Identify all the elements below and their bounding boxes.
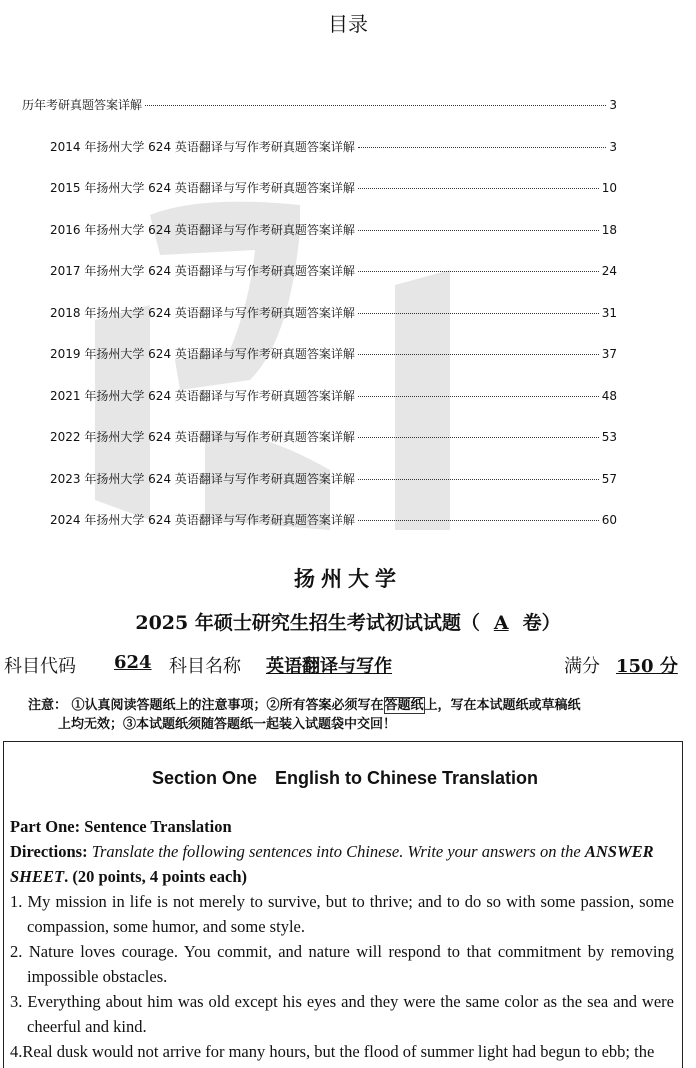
full-score: 150 分 bbox=[616, 656, 678, 677]
toc-entry-label: 2019 年扬州大学 624 英语翻译与写作考研真题答案详解 bbox=[50, 347, 355, 361]
toc-leader bbox=[358, 147, 606, 148]
toc-entry[interactable] bbox=[50, 345, 617, 362]
toc-leader bbox=[358, 479, 599, 480]
toc-entry-page: 10 bbox=[601, 181, 617, 195]
question-item: 4.Real dusk would not arrive for many hours, but the flood of summer light had begun to ebb; the bbox=[10, 1042, 655, 1061]
toc-leader bbox=[358, 188, 599, 189]
question-item: 2. Nature loves courage. You commit, and nature will respond to that commitment by removing impossible obstacles. bbox=[10, 942, 674, 986]
toc-entry-page: 60 bbox=[601, 513, 617, 527]
paper-version: A bbox=[493, 612, 509, 634]
toc-entry[interactable] bbox=[50, 304, 617, 321]
toc-entry-page: 53 bbox=[601, 430, 617, 444]
score-label: 满分 bbox=[564, 656, 600, 677]
toc-entry[interactable] bbox=[50, 138, 617, 155]
section-body bbox=[10, 814, 674, 1064]
toc-entry[interactable] bbox=[50, 470, 617, 487]
toc-entry[interactable] bbox=[50, 428, 617, 445]
toc-entry-label: 2022 年扬州大学 624 英语翻译与写作考研真题答案详解 bbox=[50, 430, 355, 444]
toc-entry-label: 2014 年扬州大学 624 英语翻译与写作考研真题答案详解 bbox=[50, 139, 355, 154]
toc-entry-label: 历年考研真题答案详解 bbox=[22, 98, 143, 112]
toc-leader bbox=[358, 271, 599, 272]
notice-part-2: 上，写在本试题纸或草稿纸 bbox=[424, 698, 581, 713]
directions-text: Translate the following sentences into Chinese. Write your answers on the bbox=[87, 842, 585, 861]
notice-part-1: 注意： ①认真阅读答题纸上的注意事项；②所有答案必须写在 bbox=[28, 698, 384, 713]
toc-entry-label: 2016 年扬州大学 624 英语翻译与写作考研真题答案详解 bbox=[50, 222, 355, 237]
university-name: 扬州大学 bbox=[294, 566, 402, 591]
toc-entry-label: 2018 年扬州大学 624 英语翻译与写作考研真题答案详解 bbox=[50, 305, 355, 320]
subject-code: 624 bbox=[114, 652, 152, 673]
subject-name: 英语翻译与写作 bbox=[266, 656, 392, 677]
toc-entry-page: 3 bbox=[609, 98, 617, 112]
name-label: 科目名称 bbox=[169, 656, 241, 677]
question-item: 1. My mission in life is not merely to survive, but to thrive; and to do so with some passion, some compassion, some humor, and some style. bbox=[10, 892, 674, 936]
toc-entry[interactable] bbox=[50, 179, 617, 196]
toc-entry-page: 37 bbox=[601, 347, 617, 361]
toc-entry-label: 2021 年扬州大学 624 英语翻译与写作考研真题答案详解 bbox=[50, 388, 355, 403]
toc-leader bbox=[358, 354, 599, 355]
directions-label: Directions: bbox=[10, 842, 88, 861]
toc-entry-label: 2017 年扬州大学 624 英语翻译与写作考研真题答案详解 bbox=[50, 264, 355, 278]
toc-entry[interactable] bbox=[50, 262, 617, 279]
toc-entry[interactable] bbox=[50, 387, 617, 404]
toc-leader bbox=[145, 105, 606, 106]
notice-boxed: 答题纸 bbox=[384, 698, 424, 713]
toc-entry-page: 31 bbox=[601, 305, 617, 320]
toc-entry[interactable] bbox=[50, 221, 617, 238]
part-title: Part One: Sentence Translation bbox=[10, 817, 232, 836]
exam-title-prefix: 2025 年硕士研究生招生考试初试试题（ bbox=[135, 612, 480, 634]
toc-entry-page: 57 bbox=[601, 471, 617, 486]
question-item: 3. Everything about him was old except his eyes and they were the same color as the sea and were cheerful and kind. bbox=[10, 992, 674, 1036]
code-label: 科目代码 bbox=[4, 656, 76, 677]
toc-leader bbox=[358, 230, 599, 231]
exam-title bbox=[0, 608, 696, 635]
toc-leader bbox=[358, 520, 599, 521]
points-text: . (20 points, 4 points each) bbox=[64, 867, 248, 886]
toc-entry-page: 24 bbox=[601, 264, 617, 278]
exam-title-suffix: 卷） bbox=[522, 612, 561, 634]
toc-leader bbox=[358, 437, 599, 438]
toc-entry-label: 2024 年扬州大学 624 英语翻译与写作考研真题答案详解 bbox=[50, 513, 355, 527]
toc-entry-page: 3 bbox=[609, 139, 617, 154]
toc-entry-page: 48 bbox=[601, 388, 617, 403]
toc-entry-page: 18 bbox=[601, 222, 617, 237]
toc-entry-label: 2023 年扬州大学 624 英语翻译与写作考研真题答案详解 bbox=[50, 471, 355, 486]
notice-part-3: 上均无效；③本试题纸须随答题纸一起装入试题袋中交回！ bbox=[58, 717, 397, 732]
answer-sheet-label: ANSWER SHEET bbox=[10, 842, 654, 886]
toc-leader bbox=[358, 396, 599, 397]
toc-entry[interactable] bbox=[50, 511, 617, 528]
toc-entry[interactable] bbox=[22, 96, 617, 113]
toc-entry-label: 2015 年扬州大学 624 英语翻译与写作考研真题答案详解 bbox=[50, 181, 355, 195]
section-title: Section One English to Chinese Translation bbox=[151, 768, 539, 788]
toc-title: 目录 bbox=[328, 12, 368, 36]
toc-leader bbox=[358, 313, 599, 314]
exam-notice bbox=[28, 696, 678, 734]
directions bbox=[10, 839, 674, 889]
